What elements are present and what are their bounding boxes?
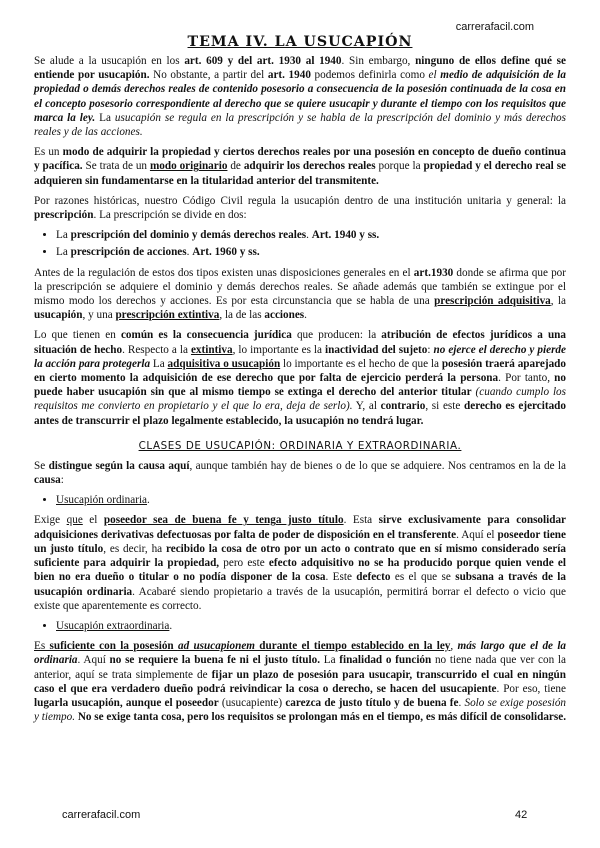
list-item: • La prescripción del dominio y demás derechos reales. Art. 1940 y ss. [56,228,566,242]
paragraph-extraordinaria: Es suficiente con la posesión ad usucapionem durante el tiempo establecido en la ley, más largo que el de la ordinaria. Aquí no se requiere la buena fe ni el justo título. La finalidad o función no tiene nada que ver con la anterior, aquí se trata simplemente de fijar un plazo de posesión para usucapir, transcurrido el cual en ningún caso el que era verdadero dueño podrá reivindicar la cosa o derecho, se hacen del usucapiente. Por eso, tiene lugarla usucapión, aunque el poseedor (usucapiente) carezca de justo título y de buena fe. Solo se exige posesión y tiempo. No se exige tanta cosa, pero los requisitos se prolongan más en el tiempo, es más difícil de consolidarse. [34,640,567,724]
page-title: TEMA IV. LA USUCAPIÓN [187,34,413,50]
header-site: carrerafacil.com [455,21,534,33]
footer-site: carrerafacil.com [62,809,141,821]
heading-ordinaria [34,493,566,507]
paragraph-comun: Lo que tienen en común es la consecuencia jurídica que producen: la atribución de efectos jurídicos a una situación de hecho. Respecto a la extintiva, lo importante es la inactividad del sujeto: no ejerce el derecho y pierde la acción para protegerla La adquisitiva o usucapión lo importante es el hecho de que la posesión traerá aparejado en cierto momento la adquisición de ese derecho que por falta de ejercicio perderá la persona. Por tanto, no puede haber usucapión sin que al mismo tiempo se extinga el derecho del anterior titular (cuando cumplo los requisitos me convierto en propietario y el que lo era, deja de serlo). Y, al contrario, si este derecho es ejercitado antes de transcurrir el plazo legalmente establecido, la usucapión no tendrá lugar. [34,329,567,427]
paragraph-definition: Se alude a la usucapión en los art. 609 y del art. 1930 al 1940. Sin embargo, ninguno de ellos define qué se entiende por usucapión. No obstante, a partir del art. 1940 podemos definirla como el medio de adquisición de la propiedad o demás derechos reales de contenido posesorio a consecuencia de la posesión continuada de la cosa en el concepto posesorio correspondiente al derecho que se quiere usucapir y durante el tiempo con los requisitos que marca la ley. La usucapión se regula en la prescripción y se habla de la prescripción del dominio y más derechos reales y de las acciones. [34,55,566,139]
heading-extraordinaria [34,619,566,633]
page-content [34,34,566,730]
paragraph-disposiciones: Antes de la regulación de estos dos tipos existen unas disposiciones generales en el art.1930 donde se afirma que por la prescripción se adquiere el dominio y demás derechos reales. Se añade además que también se extingue por el mismo modo los derechos y acciones. Es por esta circunstancia que se habla de una prescripción adquisitiva, la usucapión, y una prescripción extintiva, la de las acciones. [34,266,567,322]
list-item: • Usucapión extraordinaria. [56,619,566,633]
list-item: • La prescripción de acciones. Art. 1960 y ss. [56,245,566,259]
paragraph-modo: Es un modo de adquirir la propiedad y ciertos derechos reales por una posesión en concepto de dueño continua y pacífica. Se trata de un modo originario de adquirir los derechos reales porque la propiedad y el derecho real se adquieren sin fundamentarse en la titularidad anterior del transmitente. [34,146,567,187]
section-subtitle: CLASES DE USUCAPIÓN: ORDINARIA Y EXTRAORDINARIA. [138,439,462,452]
paragraph-causa: Se distingue según la causa aquí, aunque también hay de bienes o de lo que se adquiere. Nos centramos en la de la causa: [34,459,567,487]
prescripcion-list [34,228,566,259]
list-item: • Usucapión ordinaria. [56,493,566,507]
paragraph-prescripcion: Por razones históricas, nuestro Código Civil regula la usucapión dentro de una institución unitaria y general: la prescripción. La prescripción se divide en dos: [34,194,566,222]
page-number: 42 [515,809,528,821]
paragraph-ordinaria: Exige que el poseedor sea de buena fe y tenga justo título. Esta sirve exclusivamente para consolidar adquisiciones derivativas defectuosas por falta de poder de disposición en el transferente. Aquí el poseedor tiene un justo título, es decir, ha recibido la cosa de otro por un acto o contrato que en sí mismo considerado sería suficiente para adquirir la propiedad, pero este efecto adquisitivo no se ha producido porque quien vende el bien no era dueño o titular o no podía disponer de la cosa. Este defecto es el que se subsana a través de la usucapión ordinaria. Acabaré siendo propietario a través de la usucapión, permitirá borrar el defecto o vicio que existe que aparentemente es correcto. [34,514,567,612]
